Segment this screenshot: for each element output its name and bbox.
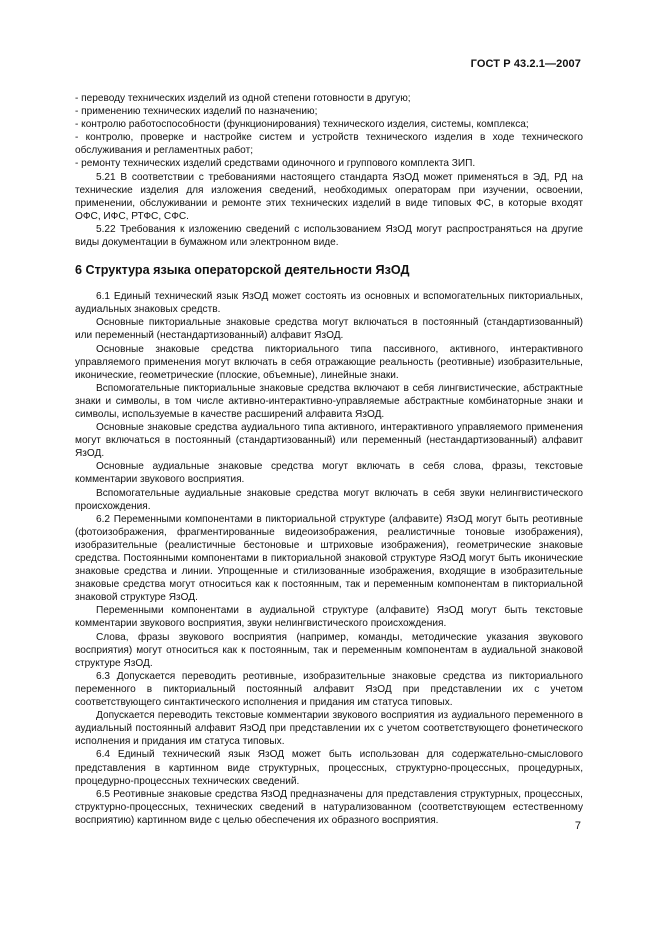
paragraph: Основные пикториальные знаковые средства могут включаться в постоянный (стандартизованный) или переменный (нестандартизованный) алфавит ЯзОД. bbox=[75, 317, 583, 342]
list-item: - контролю, проверке и настройке систем и устройств технического изделия в ходе технического обслуживания и регламентных работ; bbox=[75, 132, 583, 157]
paragraph: Основные аудиальные знаковые средства могут включать в себя слова, фразы, текстовые комментарии звукового восприятия. bbox=[75, 461, 583, 486]
paragraph: Основные знаковые средства аудиального типа активного, интерактивного управляемого применения могут включаться в постоянный (стандартизованный) или переменный (нестандартизованный) алфавит ЯзОД. bbox=[75, 422, 583, 460]
paragraph: 6.1 Единый технический язык ЯзОД может состоять из основных и вспомогательных пикториальных, аудиальных знаковых средств. bbox=[75, 291, 583, 316]
paragraph: 6.4 Единый технический язык ЯзОД может быть использован для содержательно-смыслового представления в картинном виде структурных, процессных, структурно-процессных, процедурных, процедурно-процессных технических сведений. bbox=[75, 749, 583, 787]
list-item: - ремонту технических изделий средствами одиночного и группового комплекта ЗИП. bbox=[75, 158, 476, 170]
paragraph-5-21: 5.21 В соответствии с требованиями настоящего стандарта ЯзОД может применяться в ЭД, РД на технические изделия для изложения сведений, необходимых операторам при изучении, освоении, применении, обслуживании и ремонте этих технических изделий в виде типовых ФС, в которые входят ОФС, ИФС, РТФС, СФС. bbox=[75, 171, 583, 222]
paragraph: Основные знаковые средства пикториального типа пассивного, активного, интерактивного управляемого применения могут включать в себя отражающие реальность (реотивные) изобразительные, иконические, геометрические (плоские, объемные), линейные знаки. bbox=[75, 343, 583, 381]
section-heading: 6 Структура языка операторской деятельности ЯзОД bbox=[75, 263, 410, 278]
paragraph: 6.2 Переменными компонентами в пикториальной структуре (алфавите) ЯзОД могут быть реотивные (фотоизображения, фрагментированные видеоизображения, реалистичные тоновые изображения), изобразительные (реалистичные бестоновые и штриховые изображения), геометрические знаковые средства. Постоянными компонентами в пикториальной знаковой структуре ЯзОД могут быть иконические знаковые средства и линии. Упрощенные и стилизованные изображения, входящие в изобразительные знаковые средства могут относиться как к постоянным, так и переменным компонентам в пикториальной знаковой структуре ЯзОД. bbox=[75, 513, 583, 604]
list-item: - контролю работоспособности (функционирования) технического изделия, системы, комплекса; bbox=[75, 119, 529, 131]
page-body bbox=[75, 92, 583, 827]
paragraph: 6.3 Допускается переводить реотивные, изобразительные знаковые средства из пикториального переменного в пикториальный постоянный алфавит ЯзОД при представлении их с учетом соответствующего синтактического исполнения и придания им статуса типовых. bbox=[75, 670, 583, 709]
list-item: - переводу технических изделий из одной степени готовности в другую; bbox=[75, 93, 411, 104]
page-number: 7 bbox=[574, 820, 581, 832]
paragraph: Вспомогательные пикториальные знаковые средства включают в себя лингвистические, абстрактные знаки и символы, в том числе активно-интерактивно-управляемые абстрактные комбинаторные знаки и символы, используемые в качестве расширений алфавита ЯзОД. bbox=[75, 382, 583, 420]
paragraph: Переменными компонентами в аудиальной структуре (алфавите) ЯзОД могут быть текстовые комментарии звукового восприятия, звуки нелингвистического происхождения. bbox=[75, 605, 583, 630]
paragraph: 6.5 Реотивные знаковые средства ЯзОД предназначены для представления структурных, процессных, структурно-процессных, технических сведений в натурализованном (соответствующем естественному восприятию) картинном виде с целью обеспечения их образного восприятия. bbox=[75, 788, 583, 826]
document-code: ГОСТ Р 43.2.1—2007 bbox=[470, 58, 581, 70]
paragraph-5-22: 5.22 Требования к изложению сведений с использованием ЯзОД могут распространяться на другие виды документации в бумажном или электронном виде. bbox=[75, 223, 583, 249]
list-item: - применению технических изделий по назначению; bbox=[75, 106, 318, 118]
paragraph: Слова, фразы звукового восприятия (например, команды, методические указания звукового восприятия) могут относиться как к постоянным, так и переменным компонентам в аудиальной знаковой структуре ЯзОД. bbox=[75, 631, 583, 669]
paragraph: Вспомогательные аудиальные знаковые средства могут включать в себя звуки нелингвистического происхождения. bbox=[75, 487, 583, 512]
paragraph: Допускается переводить текстовые комментарии звукового восприятия из аудиального переменного в аудиальный постоянный алфавит ЯзОД при представлении их с учетом соответствующего фонетического исполнения и придания им статуса типовых. bbox=[75, 710, 583, 748]
